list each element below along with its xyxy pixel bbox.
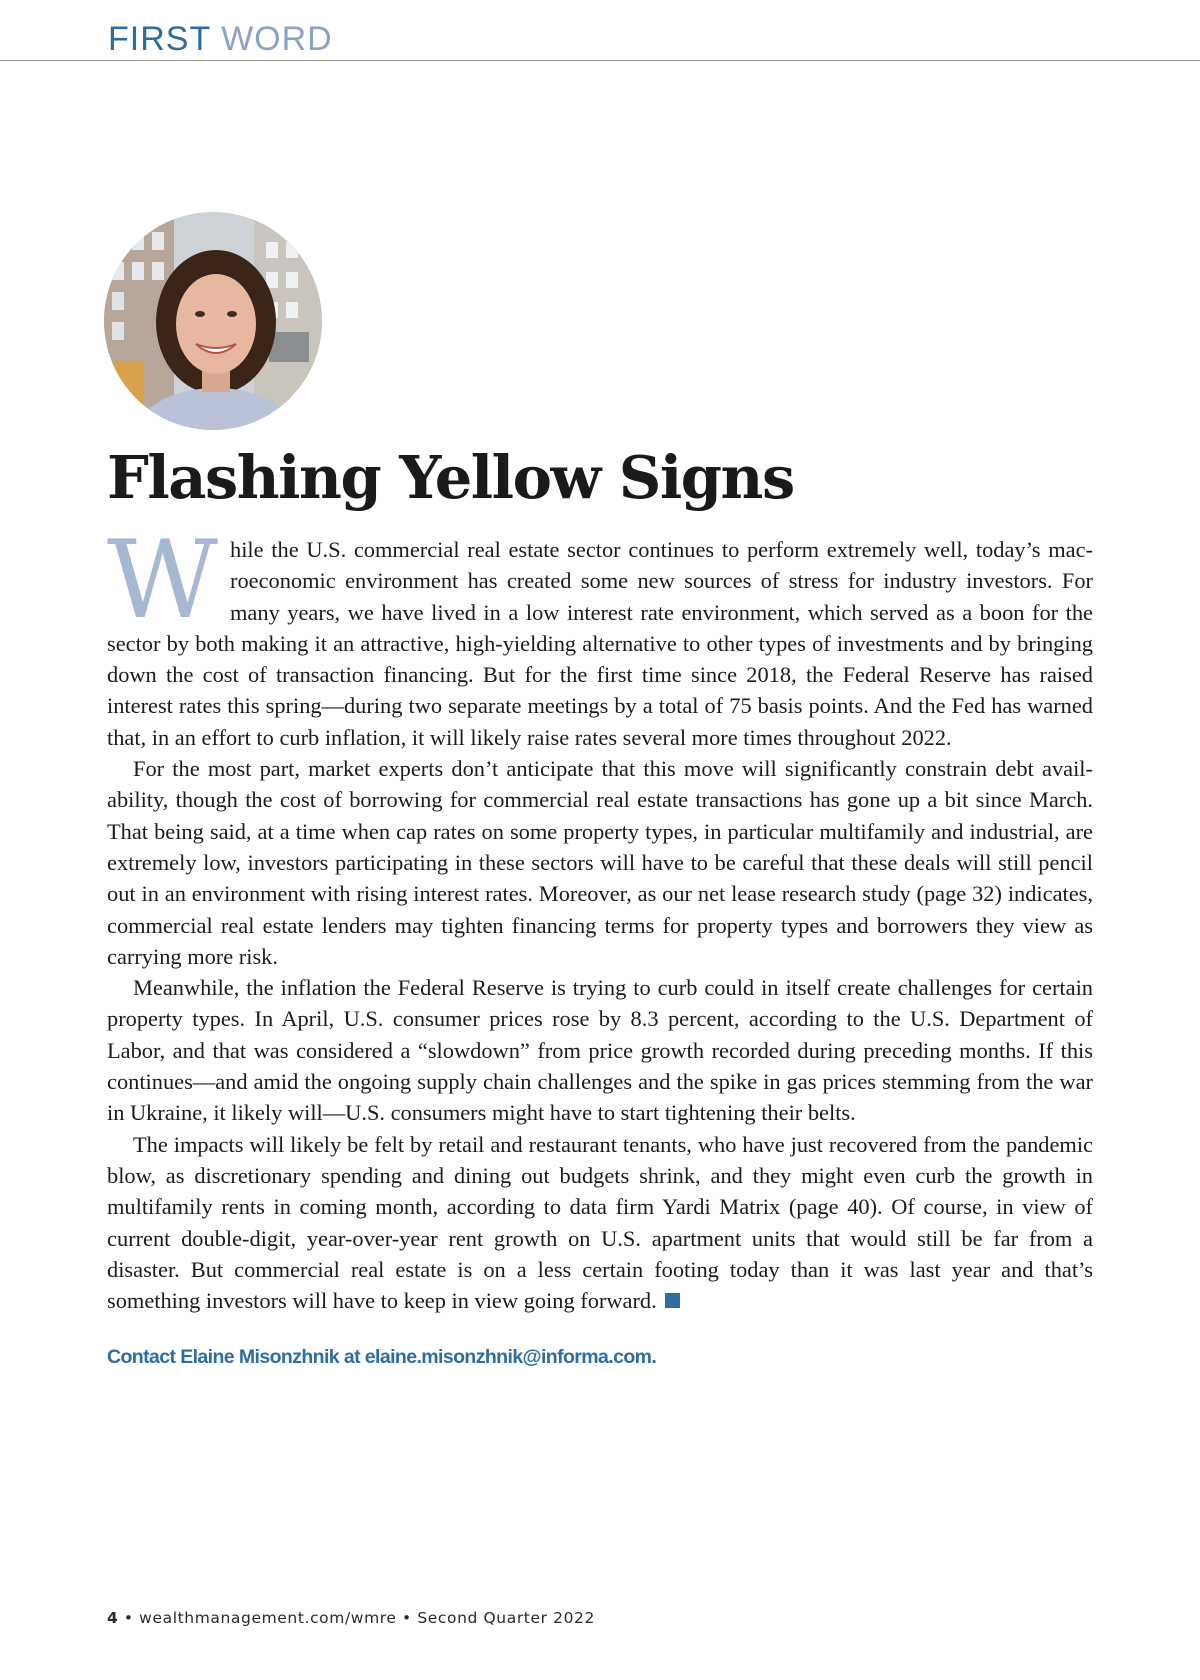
paragraph-text: The impacts will likely be felt by retail and restaurant tenants, who have just recovered from the pandemic blow, as discretionary spending and dining out budgets shrink, and they might even curb the growth in multifamily rents in coming month, according to data firm Yardi Matrix (page 40). Of course, in view of current double-digit, year-over-year rent growth on U.S. apartment units that would still be far from a disaster. But commercial real estate is on a less certain footing today than it was last year and that’s something investors will have to keep in view going forward. [107,1131,1093,1314]
header-divider [0,60,1200,61]
section-header-word: WORD [221,20,333,58]
article-paragraph [107,518,1093,753]
page-number: 4 [107,1609,119,1627]
article-body [107,518,1093,1316]
author-contact: Contact Elaine Misonzhnik at elaine.misonzhnik@informa.com. [107,1346,657,1368]
section-header [108,22,333,56]
drop-cap: W [107,518,219,643]
paragraph-text: hile the U.S. commercial real estate sector continues to perform extremely well, today’s macroeconomic environment has created some new sources of stress for industry investors. For many years, we have lived in a low interest rate environment, which served as a boon for the sector by both making it an attractive, high-yielding alternative to other types of investments and by bringing down the cost of transaction financing. But for the first time since 2018, the Federal Reserve has raised interest rates this spring—during two separate meetings by a total of 75 basis points. And the Fed has warned that, in an effort to curb inflation, it will likely raise rates several more times throughout 2022. [107,537,1093,750]
article-paragraph [107,1129,1093,1317]
end-mark-icon [665,1293,680,1308]
author-portrait-icon [104,212,322,430]
author-photo [104,212,322,430]
section-header-first: FIRST [108,20,211,58]
article-paragraph: For the most part, market experts don’t anticipate that this move will significantly constrain debt availability, though the cost of borrowing for commercial real estate transactions has gone up a bit since March. That being said, at a time when cap rates on some property types, in particular multifamily and industrial, are extremely low, investors participating in these sectors will have to be careful that these deals will still pencil out in an environment with rising interest rates. Moreover, as our net lease research study (page 32) indicates, commercial real estate lenders may tighten financing terms for property types and borrowers they view as carrying more risk. [107,756,1093,969]
article-paragraph: Meanwhile, the inflation the Federal Reserve is trying to curb could in itself create challenges for certain property types. In April, U.S. consumer prices rose by 8.3 percent, according to the U.S. Department of Labor, and that was considered a “slowdown” from price growth recorded during preceding months. If this continues—and amid the ongoing supply chain challenges and the spike in gas prices stemming from the war in Ukraine, it likely will—U.S. consumers might have to start tightening their belts. [107,975,1093,1126]
article-headline: Flashing Yellow Signs [107,443,794,512]
footer-text: • wealthmanagement.com/wmre • Second Quarter 2022 [118,1609,595,1627]
page-footer [107,1609,595,1627]
